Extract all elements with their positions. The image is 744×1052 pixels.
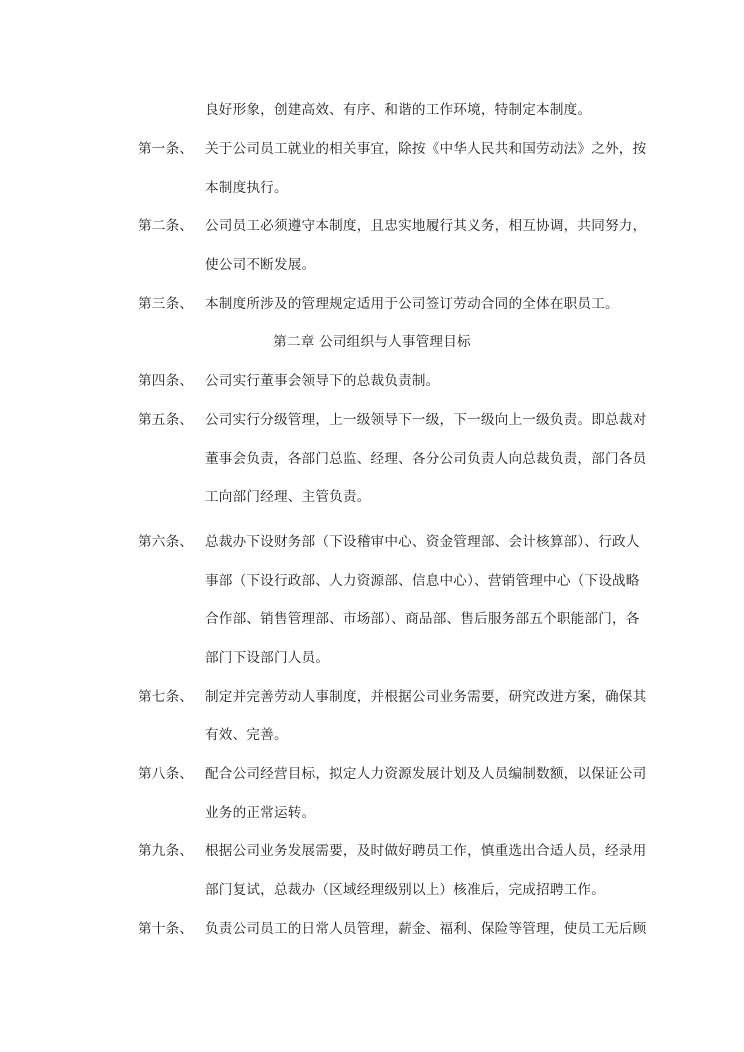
article-text-line: 制定并完善劳动人事制度，并根据公司业务需要，研究改进方案，确保其 (205, 689, 647, 705)
article-label: 第九条、 (138, 843, 194, 859)
article-text-line: 本制度执行。 (205, 180, 288, 196)
intro-continuation: 良好形象，创建高效、有序、和谐的工作环境，特制定本制度。 (205, 102, 592, 118)
article-label: 第六条、 (138, 534, 194, 550)
article-text-line: 公司员工必须遵守本制度，且忠实地履行其义务，相互协调，共同努力， (205, 218, 647, 234)
article-text-line: 部门下设部门人员。 (205, 650, 330, 666)
article-label: 第三条、 (138, 296, 194, 312)
article-label: 第四条、 (138, 373, 194, 389)
chapter-heading: 第二章 公司组织与人事管理目标 (273, 334, 471, 350)
article-label: 第七条、 (138, 689, 194, 705)
article-text-line: 有效、完善。 (205, 727, 288, 743)
article-label: 第十条、 (138, 921, 194, 937)
article-text-line: 部门复试，总裁办（区域经理级别以上）核准后，完成招聘工作。 (205, 882, 606, 898)
article-text-line: 配合公司经营目标，拟定人力资源发展计划及人员编制数额，以保证公司 (205, 766, 647, 782)
article-text-line: 工向部门经理、主管负责。 (205, 489, 371, 505)
article-text-line: 公司实行董事会领导下的总裁负责制。 (205, 373, 440, 389)
article-text-line: 事部（下设行政部、人力资源部、信息中心）、营销管理中心（下设战略 (205, 573, 640, 589)
article-text-line: 公司实行分级管理，上一级领导下一级，下一级向上一级负责。即总裁对 (205, 412, 647, 428)
article-text-line: 根据公司业务发展需要，及时做好聘员工作，慎重选出合适人员，经录用 (205, 843, 647, 859)
article-label: 第二条、 (138, 218, 194, 234)
article-text-line: 关于公司员工就业的相关事宜，除按《中华人民共和国劳动法》之外，按 (205, 141, 647, 157)
article-label: 第五条、 (138, 412, 194, 428)
article-text-line: 总裁办下设财务部（下设稽审中心、资金管理部、会计核算部）、行政人 (205, 534, 640, 550)
article-label: 第一条、 (138, 141, 194, 157)
article-label: 第八条、 (138, 766, 194, 782)
article-text-line: 董事会负责，各部门总监、经理、各分公司负责人向总裁负责，部门各员 (205, 451, 647, 467)
article-text-line: 负责公司员工的日常人员管理，薪金、福利、保险等管理，使员工无后顾 (205, 921, 647, 937)
article-text-line: 使公司不断发展。 (205, 257, 316, 273)
article-text-line: 合作部、销售管理部、市场部）、商品部、售后服务部五个职能部门，各 (205, 611, 640, 627)
article-text-line: 业务的正常运转。 (205, 805, 316, 821)
article-text-line: 本制度所涉及的管理规定适用于公司签订劳动合同的全体在职员工。 (205, 296, 619, 312)
